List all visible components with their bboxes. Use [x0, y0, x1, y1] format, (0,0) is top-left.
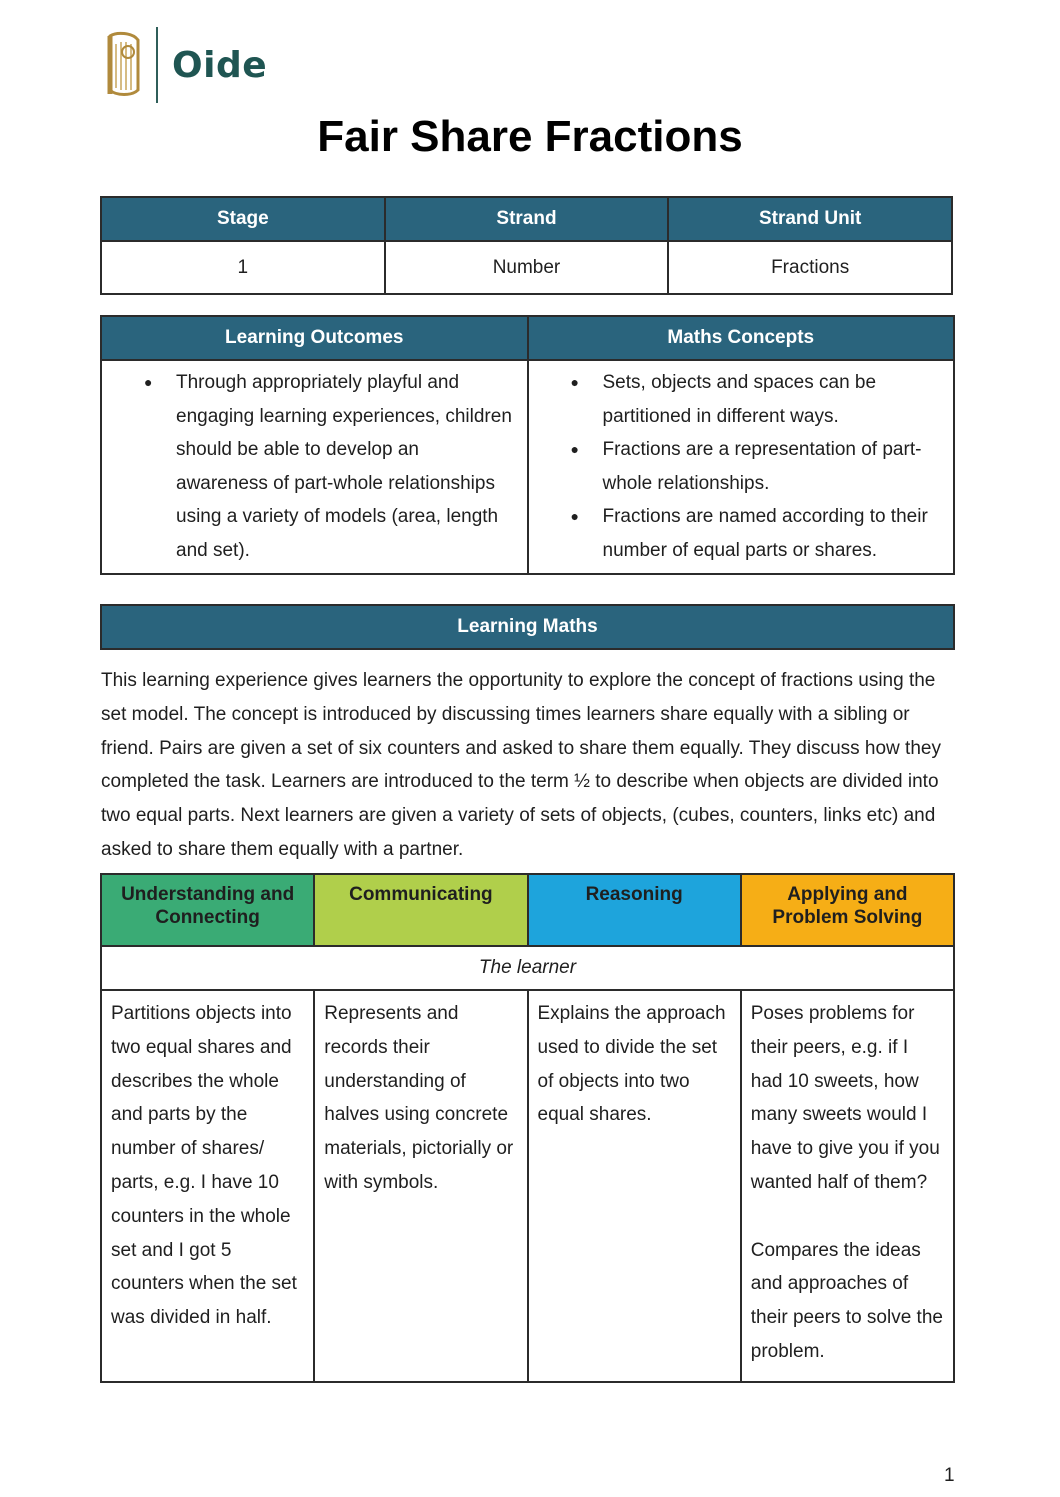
maths-concept-item: ● Sets, objects and spaces can be partitioned in different ways.	[603, 366, 940, 433]
page-title: Fair Share Fractions	[317, 112, 743, 161]
reasoning-header: Reasoning	[528, 874, 741, 946]
stage-value: 1	[101, 241, 385, 294]
applying-text-2: Compares the ideas and approaches of their peers to solve the problem.	[750, 1239, 943, 1362]
strand-value: Number	[385, 241, 669, 294]
harp-icon	[102, 30, 144, 100]
oide-logo	[102, 26, 267, 104]
learner-label: The learner	[101, 946, 954, 990]
understanding-connecting-header: Understanding and Connecting	[101, 874, 314, 946]
maths-concept-item: ● Fractions are named according to their number of equal parts or shares.	[603, 500, 940, 567]
skills-table	[100, 873, 955, 1383]
applying-problem-solving-cell	[741, 990, 954, 1382]
maths-concepts-header: Maths Concepts	[528, 316, 955, 360]
communicating-header: Communicating	[314, 874, 527, 946]
logo-divider	[156, 27, 158, 103]
outcomes-table	[100, 315, 955, 575]
maths-concept-item: ● Fractions are a representation of part-whole relationships.	[603, 433, 940, 500]
page-number: 1	[944, 1465, 955, 1486]
learning-maths-paragraph: This learning experience gives learners the opportunity to explore the concept of fractions using the set model. The concept is introduced by discussing times learners share equally with a sibling or friend. Pairs are given a set of six counters and asked to share them equally. They discuss how they completed the task. Learners are introduced to the term ½ to describe when objects are divided into two equal parts. Next learners are given a variety of sets of objects, (cubes, counters, links etc) and asked to share them equally with a partner.	[101, 670, 941, 860]
communicating-cell: Represents and records their understanding of halves using concrete materials, pictorially or with symbols.	[314, 990, 527, 1382]
stage-header: Stage	[101, 197, 385, 241]
maths-concepts-cell	[528, 360, 955, 574]
overview-table	[100, 196, 953, 295]
strand-unit-value: Fractions	[668, 241, 952, 294]
strand-unit-header: Strand Unit	[668, 197, 952, 241]
learning-outcome-item: ● Through appropriately playful and engaging learning experiences, children should be able to develop an awareness of part-whole relationships using a variety of models (area, length and set).	[176, 366, 513, 567]
learning-maths-table	[100, 604, 955, 650]
understanding-connecting-cell: Partitions objects into two equal shares and describes the whole and parts by the number of shares/ parts, e.g. I have 10 counters in the whole set and I got 5 counters when the set was divided in half.	[101, 990, 314, 1382]
learning-maths-header: Learning Maths	[101, 605, 954, 649]
strand-header: Strand	[385, 197, 669, 241]
reasoning-cell: Explains the approach used to divide the set of objects into two equal shares.	[528, 990, 741, 1382]
learning-outcomes-header: Learning Outcomes	[101, 316, 528, 360]
logo-text: Oide	[172, 44, 268, 86]
applying-problem-solving-header: Applying and Problem Solving	[741, 874, 954, 946]
learning-outcomes-cell	[101, 360, 528, 574]
applying-text-1: Poses problems for their peers, e.g. if I had 10 sweets, how many sweets would I have to give you if you wanted half of them?	[750, 1003, 940, 1193]
